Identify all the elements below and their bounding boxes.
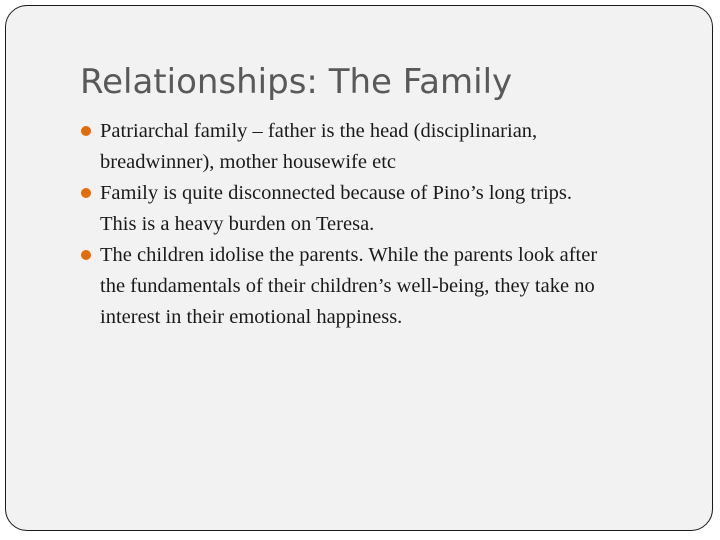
bullet-dot-icon (81, 188, 91, 198)
slide-title: Relationships: The Family (80, 62, 513, 102)
bullet-dot-icon (81, 126, 91, 136)
bullet-1-line-2: breadwinner), mother housewife etc (100, 151, 396, 173)
bullet-1-line-1: Patriarchal family – father is the head (disciplinarian, (100, 120, 538, 142)
bullet-3-line-2: the fundamentals of their children’s well-being, they take no (100, 275, 595, 297)
bullet-3-line-1: The children idolise the parents. While the parents look after (100, 244, 598, 266)
bullet-2-line-1: Family is quite disconnected because of Pino’s long trips. (100, 182, 573, 204)
bullet-item-3 (100, 240, 690, 333)
bullet-3-line-3: interest in their emotional happiness. (100, 306, 403, 328)
bullet-item-1 (100, 116, 690, 178)
bullet-2-line-2: This is a heavy burden on Teresa. (100, 213, 375, 235)
bullet-item-2 (100, 178, 690, 240)
bullet-dot-icon (81, 250, 91, 260)
bullet-list (100, 116, 690, 333)
